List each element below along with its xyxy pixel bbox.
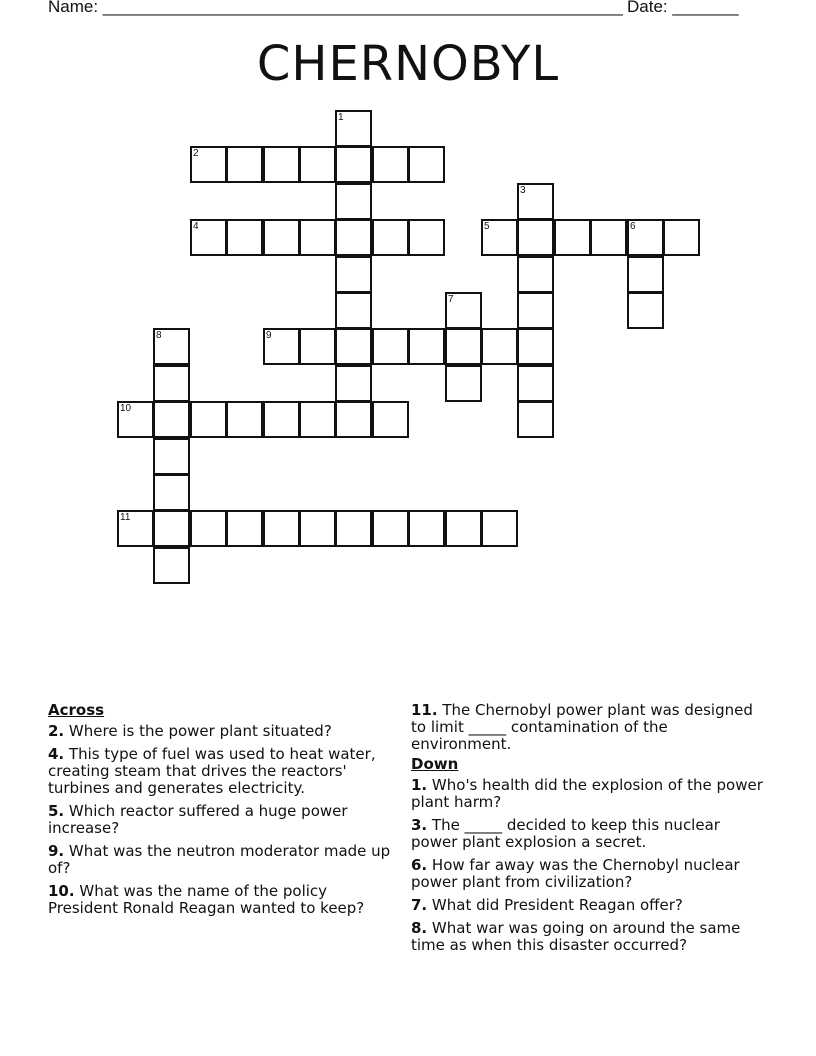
crossword-cell[interactable] bbox=[335, 401, 372, 438]
crossword-cell[interactable] bbox=[263, 146, 300, 183]
crossword-cell[interactable] bbox=[372, 401, 409, 438]
crossword-cell[interactable] bbox=[445, 328, 482, 365]
clue-number: 3 bbox=[520, 185, 526, 196]
crossword-cell[interactable] bbox=[335, 183, 372, 220]
crossword-cell[interactable] bbox=[117, 401, 154, 438]
down-clue-8: 8. What war was going on around the same time as when this disaster occurred? bbox=[411, 919, 741, 954]
crossword-cell[interactable] bbox=[408, 146, 445, 183]
crossword-cell[interactable] bbox=[299, 328, 336, 365]
crossword-cell[interactable] bbox=[190, 146, 227, 183]
crossword-cell[interactable] bbox=[153, 547, 190, 584]
crossword-cell[interactable] bbox=[517, 183, 554, 220]
name-field-label: Name: _______________________________________________________ bbox=[48, 0, 623, 16]
across-clue-9: 9. What was the neutron moderator made up of? bbox=[48, 842, 391, 877]
crossword-cell[interactable] bbox=[335, 365, 372, 402]
crossword-cell[interactable] bbox=[481, 219, 518, 256]
clues-column-right bbox=[411, 702, 771, 960]
clue-number: 2 bbox=[193, 148, 199, 159]
crossword-cell[interactable] bbox=[627, 219, 664, 256]
crossword-cell[interactable] bbox=[299, 510, 336, 547]
crossword-cell[interactable] bbox=[481, 328, 518, 365]
crossword-cell[interactable] bbox=[190, 510, 227, 547]
crossword-cell[interactable] bbox=[153, 401, 190, 438]
clue-number: 6 bbox=[630, 221, 636, 232]
crossword-cell[interactable] bbox=[335, 110, 372, 147]
crossword-cell[interactable] bbox=[372, 146, 409, 183]
across-clue-10: 10. What was the name of the policy President Ronald Reagan wanted to keep? bbox=[48, 882, 365, 917]
crossword-cell[interactable] bbox=[408, 328, 445, 365]
clue-number: 9 bbox=[266, 330, 272, 341]
crossword-cell[interactable] bbox=[335, 328, 372, 365]
page-title: CHERNOBYL bbox=[256, 36, 560, 92]
crossword-cell[interactable] bbox=[263, 328, 300, 365]
crossword-cell[interactable] bbox=[517, 256, 554, 293]
crossword-cell[interactable] bbox=[226, 146, 263, 183]
crossword-cell[interactable] bbox=[335, 146, 372, 183]
down-clue-1: 1. Who's health did the explosion of the power plant harm? bbox=[411, 776, 763, 811]
crossword-cell[interactable] bbox=[372, 219, 409, 256]
across-heading: Across bbox=[48, 701, 105, 719]
crossword-cell[interactable] bbox=[299, 401, 336, 438]
crossword-cell[interactable] bbox=[445, 510, 482, 547]
crossword-cell[interactable] bbox=[299, 219, 336, 256]
down-clue-3: 3. The _____ decided to keep this nuclear power plant explosion a secret. bbox=[411, 816, 720, 851]
crossword-cell[interactable] bbox=[517, 292, 554, 329]
crossword-cell[interactable] bbox=[481, 510, 518, 547]
crossword-cell[interactable] bbox=[372, 328, 409, 365]
crossword-cell[interactable] bbox=[627, 292, 664, 329]
crossword-cell[interactable] bbox=[117, 510, 154, 547]
crossword-cell[interactable] bbox=[517, 401, 554, 438]
crossword-cell[interactable] bbox=[590, 219, 627, 256]
across-clue-5: 5. Which reactor suffered a huge power increase? bbox=[48, 802, 348, 837]
crossword-cell[interactable] bbox=[153, 438, 190, 475]
clue-number: 11 bbox=[120, 512, 131, 523]
across-clue-11: 11. The Chernobyl power plant was designed to limit _____ contamination of the environment. bbox=[411, 701, 753, 753]
crossword-cell[interactable] bbox=[408, 510, 445, 547]
crossword-cell[interactable] bbox=[153, 328, 190, 365]
crossword-cell[interactable] bbox=[190, 401, 227, 438]
crossword-cell[interactable] bbox=[153, 365, 190, 402]
clue-number: 7 bbox=[448, 294, 454, 305]
crossword-cell[interactable] bbox=[663, 219, 700, 256]
crossword-cell[interactable] bbox=[226, 510, 263, 547]
crossword-cell[interactable] bbox=[335, 219, 372, 256]
clue-number: 1 bbox=[338, 112, 344, 123]
crossword-cell[interactable] bbox=[226, 401, 263, 438]
across-clue-4: 4. This type of fuel was used to heat water, creating steam that drives the reactors' turbines and generates electricity. bbox=[48, 745, 376, 797]
crossword-cell[interactable] bbox=[263, 401, 300, 438]
crossword-cell[interactable] bbox=[335, 292, 372, 329]
crossword-cell[interactable] bbox=[517, 365, 554, 402]
crossword-cell[interactable] bbox=[627, 256, 664, 293]
crossword-cell[interactable] bbox=[153, 510, 190, 547]
clue-number: 5 bbox=[484, 221, 490, 232]
crossword-cell[interactable] bbox=[335, 510, 372, 547]
crossword-cell[interactable] bbox=[554, 219, 591, 256]
down-heading: Down bbox=[411, 755, 459, 773]
crossword-cell[interactable] bbox=[445, 365, 482, 402]
date-field-label: Date: _______ bbox=[627, 0, 739, 16]
crossword-cell[interactable] bbox=[372, 510, 409, 547]
clue-number: 4 bbox=[193, 221, 199, 232]
crossword-cell[interactable] bbox=[153, 474, 190, 511]
crossword-cell[interactable] bbox=[335, 256, 372, 293]
crossword-cell[interactable] bbox=[408, 219, 445, 256]
crossword-cell[interactable] bbox=[445, 292, 482, 329]
crossword-cell[interactable] bbox=[517, 219, 554, 256]
clues-column-left bbox=[48, 702, 393, 923]
clue-number: 8 bbox=[156, 330, 162, 341]
crossword-cell[interactable] bbox=[263, 510, 300, 547]
crossword-cell[interactable] bbox=[299, 146, 336, 183]
clue-number: 10 bbox=[120, 403, 132, 414]
down-clue-7: 7. What did President Reagan offer? bbox=[411, 896, 683, 914]
down-clue-6: 6. How far away was the Chernobyl nuclear power plant from civilization? bbox=[411, 856, 740, 891]
crossword-cell[interactable] bbox=[517, 328, 554, 365]
crossword-cell[interactable] bbox=[226, 219, 263, 256]
crossword-cell[interactable] bbox=[263, 219, 300, 256]
across-clue-2: 2. Where is the power plant situated? bbox=[48, 722, 332, 740]
crossword-cell[interactable] bbox=[190, 219, 227, 256]
